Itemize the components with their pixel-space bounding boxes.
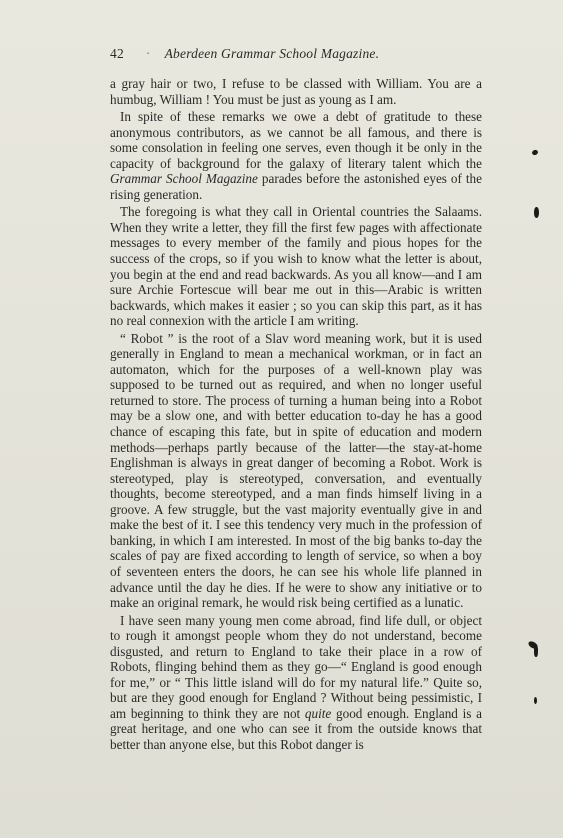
paragraph-2 (110, 109, 482, 202)
ink-blot-mark (534, 645, 538, 657)
paragraph-3 (110, 204, 482, 328)
paragraph-2-text-c: parades before the astonished eyes of the rising generation. (110, 171, 482, 202)
journal-title: Aberdeen Grammar School Magazine. (164, 46, 380, 61)
paragraph-4-text: “ Robot ” is the root of a Slav word meaning work, but it is used generally in England to mean a mechanical workman, or in fact an automaton, which for the purposes of a well-known play was supposed to be turned out as required, and when no longer useful returned to store. The process of turning a human being into a Robot may be a slow one, and with better education to-day he has a good chance of escaping this fate, but in spite of education and modern methods—perhaps partly because of the latter—the stay-at-home Englishman is always in great danger of becoming a Robot. Work is stereotyped, play is stereotyped, conversation, and eventually thoughts, become stereotyped, and a man finds himself living in a groove. A few struggle, but the vast majority eventually give in and make the best of it. I see this tendency very much in the profession of banking, in which I am interested. In most of the big banks to-day the scales of pay are fixed according to length of service, so when a boy of seventeen enters the doors, he can see his whole life planned in advance until the day he dies. If he were to show any initiative or to make an original remark, he would risk being certified as a lunatic. (110, 330, 482, 611)
running-head (110, 46, 490, 62)
paragraph-5-text-a: I have seen many young men come abroad, find life dull, or object to rough it amongst people whom they do not understand, become disgusted, and return to England to take their place in a row of Robots, flinging behind them as they go—“ England is good enough for me,” or “ This little island will do for my natural life.” Quite so, but are they good enough for England ? Without being pessimistic, I am beginning to think they are not (110, 612, 482, 721)
paragraph-1-text: a gray hair or two, I refuse to be classed with William. You are a humbug, William ! You must be just as young as I am. (110, 76, 482, 107)
page-number: 42 (110, 46, 124, 61)
paragraph-5-text-c: good enough. England is a great heritage, and one who can see it from the outside knows that better than anyone else, but this Robot danger is (110, 705, 482, 752)
ink-blot-mark (534, 207, 539, 218)
ink-blot-mark (534, 697, 537, 704)
paragraph-4 (110, 331, 482, 611)
quite-italic: quite (304, 705, 332, 721)
magazine-title-italic: Grammar School Magazine (110, 171, 258, 187)
paragraph-1 (110, 76, 482, 107)
paragraph-2-text-a: In spite of these remarks we owe a debt of gratitude to these anonymous contributors, as we cannot be all famous, and there is some consolation in feeling one serves, even though it be only in the capacity of background for the galaxy of literary talent which the (110, 109, 482, 171)
paragraph-3-text: The foregoing is what they call in Oriental countries the Salaams. When they write a letter, they fill the first few pages with affectionate messages to every member of the family and pious hopes for the success of the crops, so if you wish to know what the letter is about, you begin at the end and read backwards. As you all know—and I am sure Archie Fortescue will bear me out in this—Arabic is written backwards, which makes it easier ; so you can skip this part, as it has no real connexion with the article I am writing. (110, 204, 482, 329)
ink-blot-mark (531, 149, 538, 156)
header-separator: · (145, 46, 151, 61)
paragraph-5 (110, 613, 482, 753)
article-body (110, 76, 482, 753)
